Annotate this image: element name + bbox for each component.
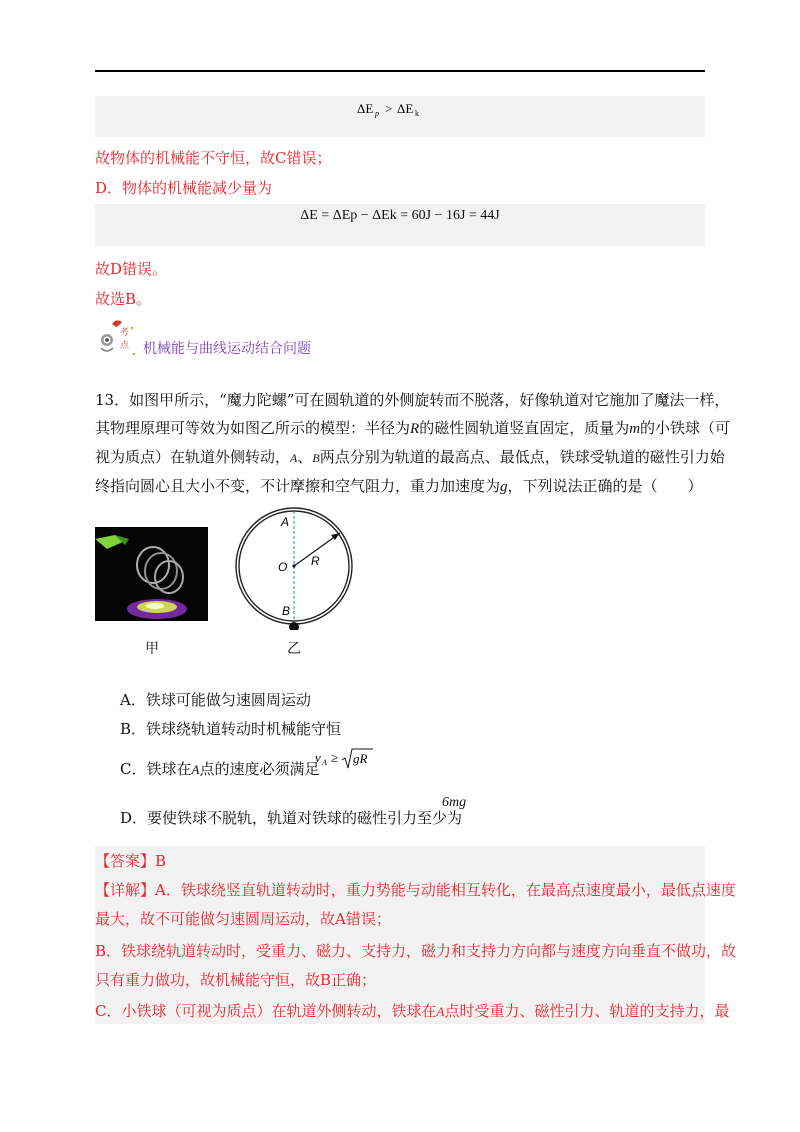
option-d: D．要使铁球不脱轨，轨道对铁球的磁性引力至少为 xyxy=(120,809,463,827)
kaodian-badge-icon xyxy=(96,318,140,358)
formula-ep-gt-ek xyxy=(95,99,705,124)
option-c-formula xyxy=(315,746,375,772)
option-a: A．铁球可能做匀速圆周运动 xyxy=(120,691,311,709)
text-c-wrong: 故物体的机械能不守恒，故C错误； xyxy=(95,149,332,167)
diagram-circular-track xyxy=(232,505,356,630)
svg-text:k: k xyxy=(415,109,419,118)
text-choose-b: 故选B。 xyxy=(95,290,152,308)
svg-text:ΔE: ΔE xyxy=(357,101,374,116)
detail-line-4: 只有重力做功，故机械能守恒，故B正确； xyxy=(95,971,377,989)
question-line-4: 终指向圆心且大小不变，不计摩擦和空气阻力，重力加速度为g，下列说法正确的是（ ） xyxy=(95,477,703,495)
svg-text:≥: ≥ xyxy=(331,750,339,765)
formula-energy-loss: ΔE = ΔEp − ΔEk = 60J − 16J = 44J xyxy=(300,208,500,223)
option-d-formula: 6mg xyxy=(442,795,467,810)
question-line-2: 其物理原理可等效为如图乙所示的模型：半径为R的磁性圆轨道竖直固定，质量为m的小铁球（可 xyxy=(95,419,731,437)
caption-yi: 乙 xyxy=(287,641,301,657)
question-line-3: 视为质点）在轨道外侧转动，A、B两点分别为轨道的最高点、最低点，铁球受轨道的磁性引力始 xyxy=(95,448,725,466)
svg-text:>: > xyxy=(385,101,393,116)
svg-text:ΔE: ΔE xyxy=(397,101,414,116)
svg-text:p: p xyxy=(375,109,379,118)
svg-text:A: A xyxy=(322,758,327,767)
kaodian-title: 机械能与曲线运动结合问题 xyxy=(143,341,311,357)
caption-jia: 甲 xyxy=(145,641,159,657)
kaodian-char-2: 点 xyxy=(120,341,130,351)
question-text xyxy=(95,386,731,501)
detail-line-5: C．小铁球（可视为质点）在轨道外侧转动，铁球在A点时受重力、磁性引力、轨道的支持力，最 xyxy=(95,1002,730,1020)
kaodian-char-1: 考 xyxy=(120,328,130,338)
question-line-1: 13．如图甲所示，“魔力陀螺”可在圆轨道的外侧旋转而不脱落，好像轨道对它施加了魔法一样， xyxy=(95,391,730,409)
text-d-wrong: 故D错误。 xyxy=(95,260,168,278)
detail-line-3: B．铁球绕轨道转动时，受重力、磁力、支持力，磁力和支持力方向都与速度方向垂直不做功，故 xyxy=(95,942,737,960)
option-c: C．铁球在A点的速度必须满足 xyxy=(120,760,320,778)
photo-magic-top xyxy=(95,527,208,621)
svg-text:gR: gR xyxy=(353,751,368,766)
formula-box-1 xyxy=(95,96,705,137)
option-b: B．铁球绕轨道转动时机械能守恒 xyxy=(120,720,342,738)
label-center-O: O xyxy=(278,560,288,574)
svg-text:v: v xyxy=(315,750,321,765)
answer-box xyxy=(95,846,737,1024)
text-d-decrease: D．物体的机械能减少量为 xyxy=(95,179,273,197)
formula-box-2 xyxy=(95,204,705,246)
answer-label: 【答案】B xyxy=(95,852,167,870)
detail-line-1: 【详解】A．铁球绕竖直轨道转动时，重力势能与动能相互转化，在最高点速度最小，最低点速度 xyxy=(95,881,736,899)
detail-line-2: 最大，故不可能做匀速圆周运动，故A错误； xyxy=(95,910,391,928)
header-rule xyxy=(95,70,705,72)
label-point-A: A xyxy=(281,515,290,529)
label-point-B: B xyxy=(282,604,291,618)
label-radius-R: R xyxy=(311,554,320,568)
